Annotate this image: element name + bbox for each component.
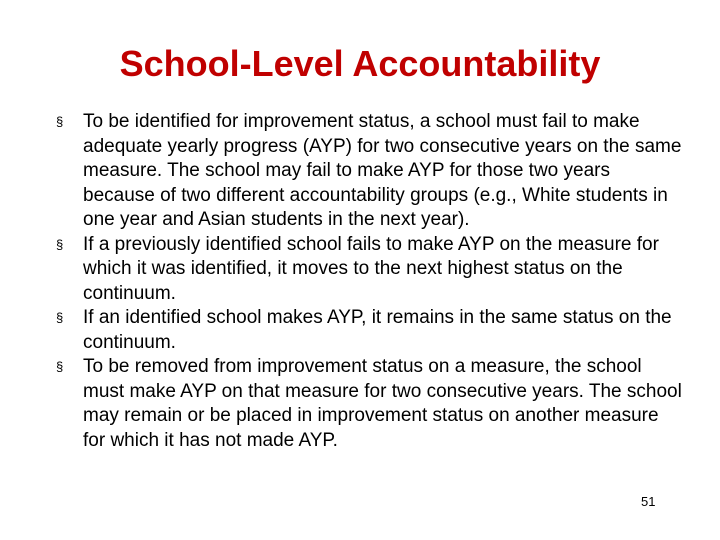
bullet-item (56, 355, 686, 453)
bullet-text: To be identified for improvement status, a school must fail to make adequate yearly progress (AYP) for two consecutive years on the same measure. The school may fail to make AYP for those two years because of two different accountability groups (e.g., White students in one year and Asian students in the next year). (83, 111, 682, 230)
bullet-marker-icon: § (56, 114, 64, 129)
bullet-text: If a previously identified school fails to make AYP on the measure for which it was identified, it moves to the next highest status on the continuum. (83, 233, 659, 304)
bullet-marker-icon: § (56, 310, 64, 325)
bullet-item (56, 110, 686, 233)
page-number: 51 (641, 494, 656, 509)
bullet-marker-icon: § (56, 359, 64, 374)
bullet-item (56, 233, 686, 307)
bullet-item (56, 306, 686, 355)
bullet-marker-icon: § (56, 236, 64, 252)
bullet-list (56, 110, 686, 453)
bullet-text: To be removed from improvement status on a measure, the school must make AYP on that measure for two consecutive years. The school may remain or be placed in improvement status on another measure for which it has not made AYP. (83, 356, 682, 451)
bullet-text: If an identified school makes AYP, it remains in the same status on the continuum. (83, 307, 672, 353)
slide-title: School-Level Accountability (119, 43, 601, 84)
